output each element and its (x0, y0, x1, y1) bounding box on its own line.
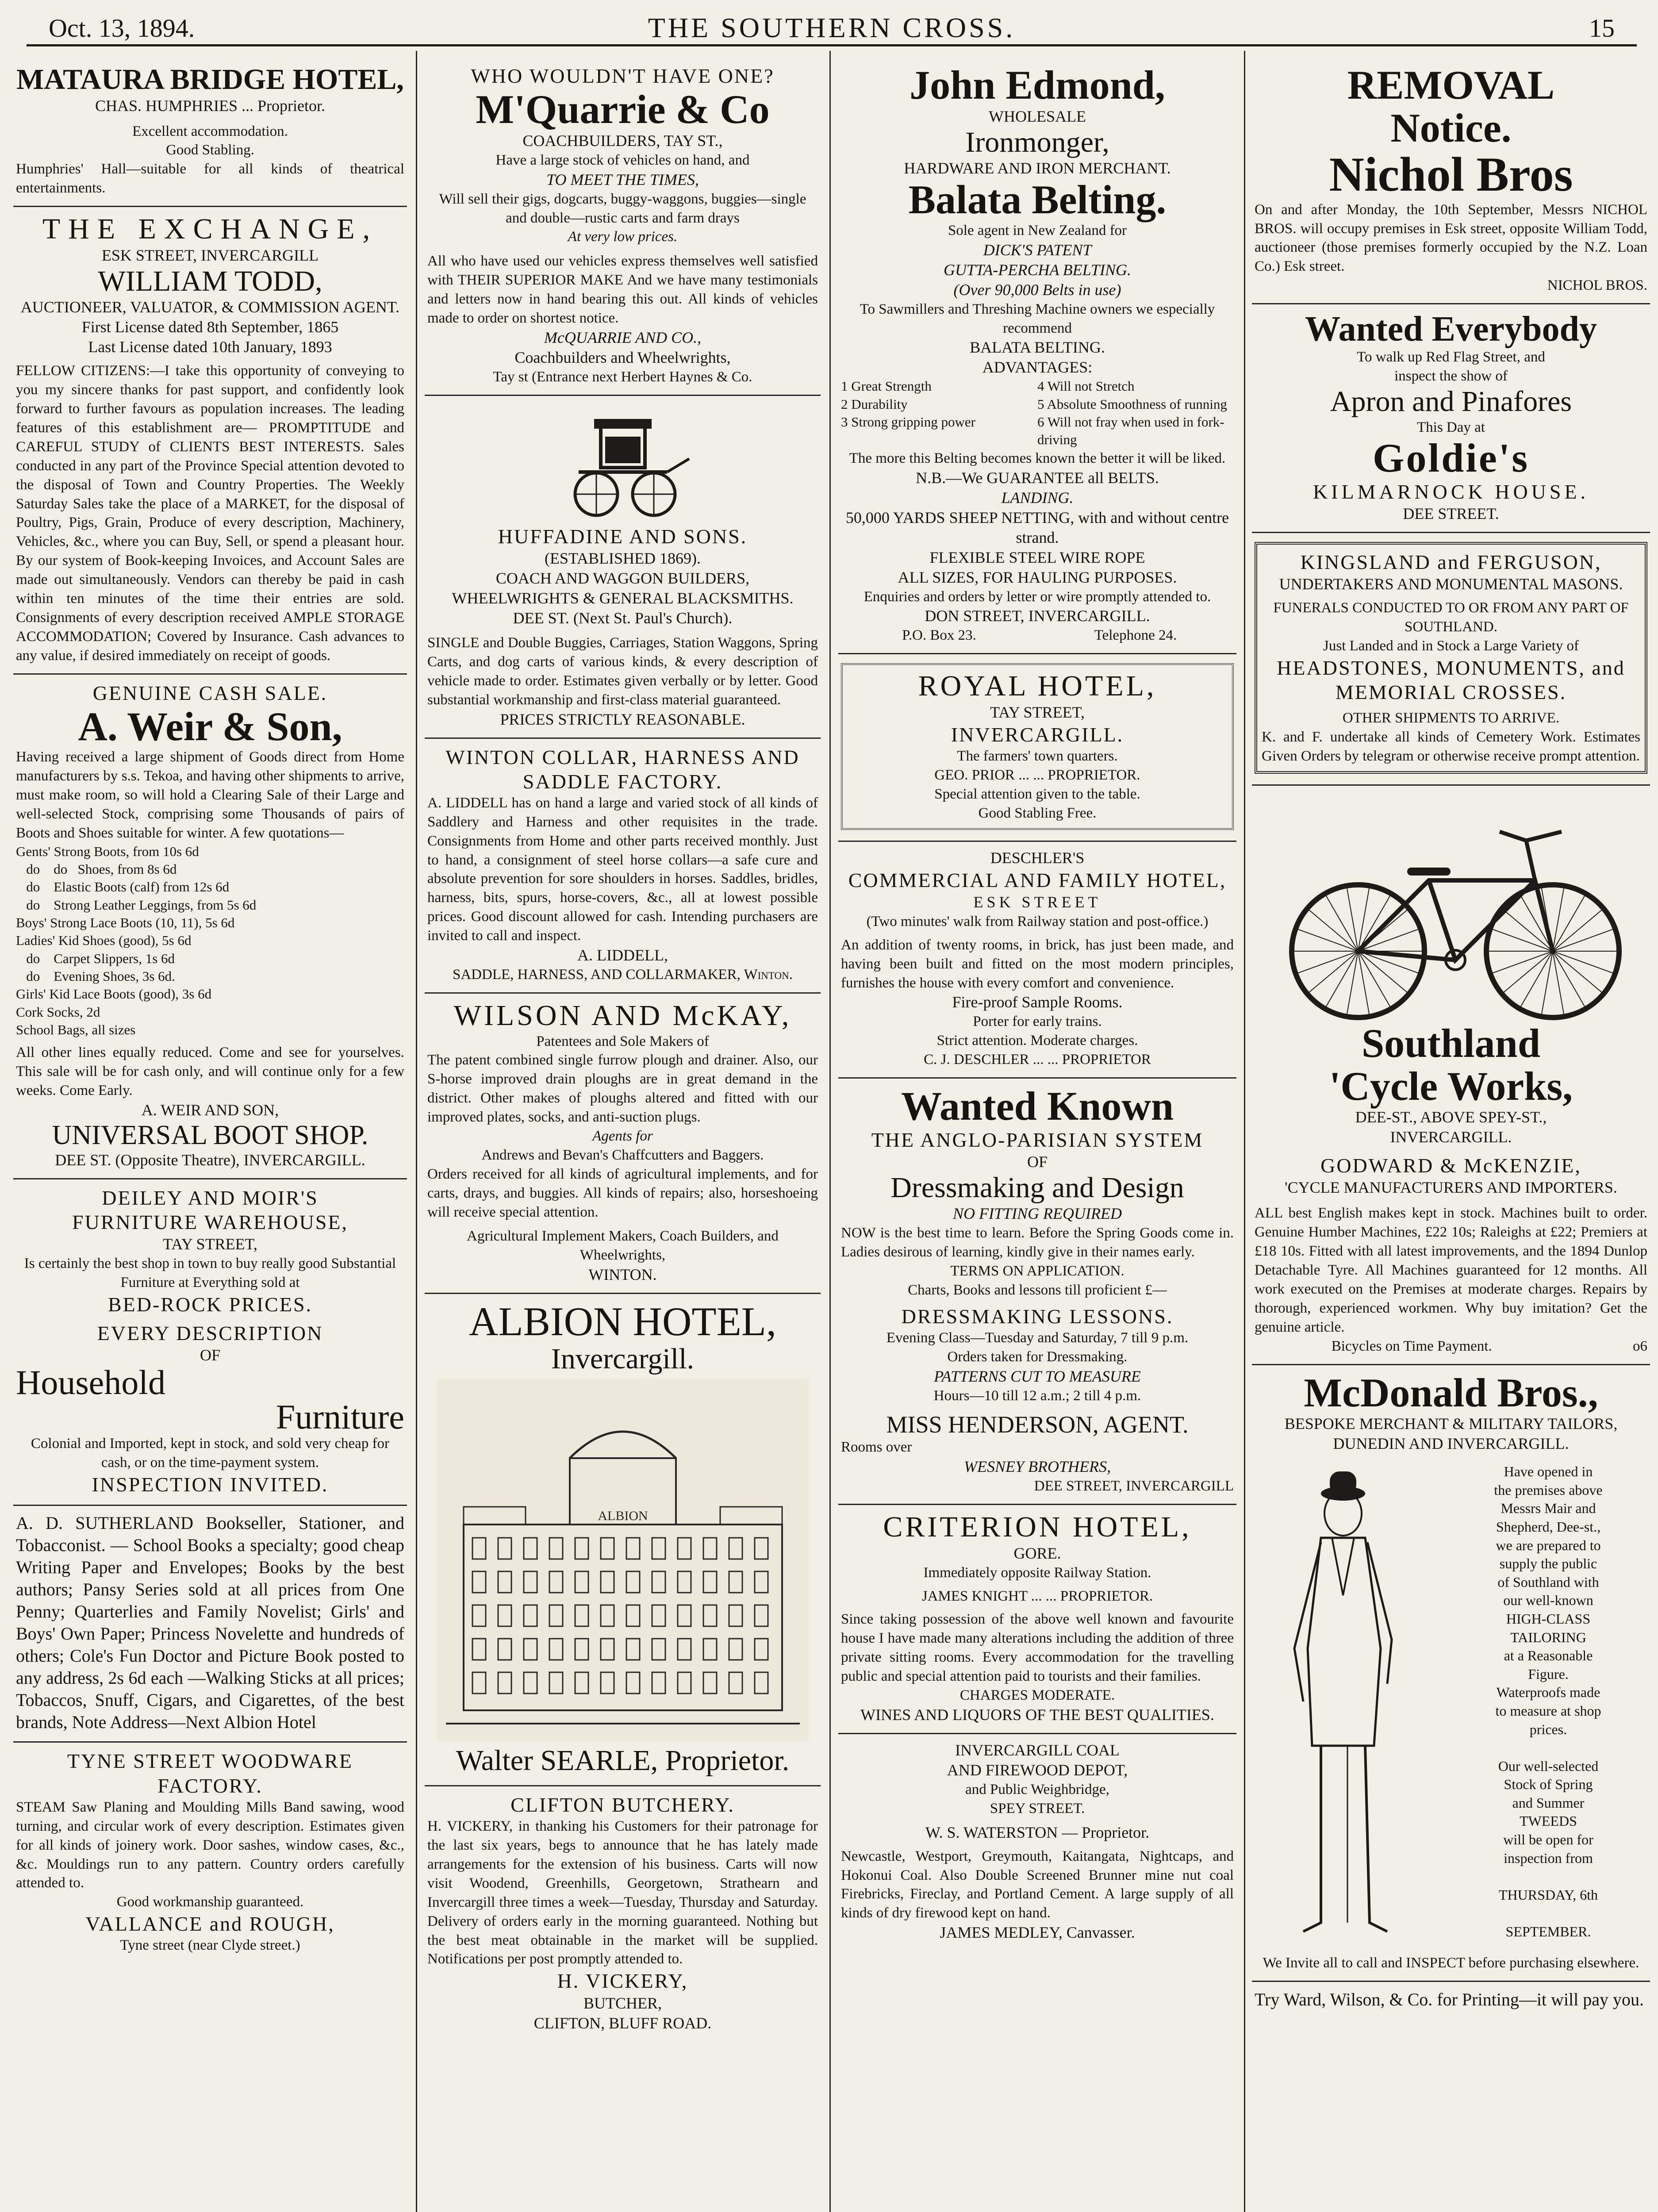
spoke-mark (1553, 951, 1602, 992)
ad-subtitle: COACHBUILDERS, TAY ST., (522, 131, 723, 150)
ad-subtitle: THE ANGLO-PARISIAN SYSTEM (871, 1128, 1204, 1151)
ad-street: TAY STREET, (990, 703, 1085, 721)
advantage-item: 5 Absolute Smoothness of running (1037, 396, 1227, 412)
ad-lessons: DRESSMAKING LESSONS. (901, 1305, 1174, 1328)
ad-line: ADVANTAGES: (982, 358, 1093, 376)
ad-removal-notice (1252, 58, 1650, 304)
tailor-text-line: supply the public (1499, 1555, 1597, 1572)
ad-town: GORE. (1013, 1544, 1061, 1562)
po-box: P.O. Box 23. (902, 627, 976, 644)
kingsland-box (1255, 542, 1647, 774)
ad-body: Is certainly the best shop in town to buy really good Substantial Furniture at Everything sold at (24, 1256, 396, 1291)
ad-line: Excellent accommodation. (132, 123, 288, 139)
ad-heading: GENUINE CASH SALE. (92, 681, 328, 704)
ad-title: McDonald Bros., (1304, 1370, 1598, 1415)
ad-line: Humphries' Hall—suitable for all kinds of theatrical entertainments. (16, 161, 404, 196)
ad-line: N.B.—We GUARANTEE all BELTS. (916, 469, 1159, 487)
payment-line (1255, 1337, 1647, 1356)
column-4 (1252, 58, 1650, 2212)
ad-line: Strict attention. Moderate charges. (936, 1033, 1138, 1049)
spoke-mark (1298, 929, 1358, 952)
ad-line: DICK'S PATENT (983, 241, 1092, 259)
ad-title: THE EXCHANGE, (42, 213, 378, 246)
ad-line: NO FITTING REQUIRED (953, 1205, 1122, 1223)
ad-proprietor: JAMES KNIGHT ... ... PROPRIETOR. (921, 1588, 1153, 1604)
tailor-text-line: the premises above (1494, 1482, 1603, 1498)
ad-signature: McQUARRIE AND CO., (544, 328, 702, 346)
ad-title-2: 'Cycle Works, (1329, 1063, 1573, 1109)
ad-line: Charts, Books and lessons till proficient £— (908, 1282, 1167, 1298)
ad-line: (Two minutes' walk from Railway station and post-office.) (866, 913, 1209, 929)
ad-body: An addition of twenty rooms, in brick, has just been made, and having been built and fitted on the most modern principles, furnishes the house with every comfort and convenience. (841, 937, 1234, 991)
spoke-mark (1298, 951, 1358, 973)
ad-address: DON STREET, INVERCARGILL. (925, 607, 1150, 625)
tailor-text-line: Waterproofs made (1496, 1684, 1600, 1701)
ad-wilson-and-mckay (425, 994, 821, 1294)
ad-house: KILMARNOCK HOUSE. (1313, 480, 1589, 503)
ad-weir-and-son (13, 675, 407, 1179)
ad-line: The more this Belting becomes known the better it will be liked. (849, 450, 1226, 466)
ad-outro: All other lines equally reduced. Come and see for yourselves. This sale will be for cash only, and will continue only for a few weeks. Come Early. (16, 1045, 404, 1098)
ad-address: DEE STREET, INVERCARGILL (1034, 1478, 1234, 1494)
ad-role: AUCTIONEER, VALUATOR, & COMMISSION AGENT. (20, 298, 400, 316)
price-list-item: do do Shoes, from 8s 6d (16, 861, 177, 877)
ad-address: DEE-ST., ABOVE SPEY-ST., (1355, 1108, 1547, 1126)
ad-line: WESNEY BROTHERS, (964, 1458, 1111, 1476)
ad-royal-hotel (838, 654, 1236, 841)
ad-the-exchange (13, 207, 407, 674)
bicycle-illustration (1270, 792, 1632, 1022)
tailor-text-line: Stock of Spring (1504, 1776, 1593, 1793)
ad-line: This Day at (1417, 419, 1485, 435)
ad-line: CHARGES MODERATE. (959, 1687, 1115, 1703)
column-3 (838, 58, 1236, 2212)
ad-winton-collar (425, 739, 821, 994)
ad-title: CRITERION HOTEL, (883, 1511, 1192, 1544)
ad-line: 50,000 YARDS SHEEP NETTING, with and without centre strand. (845, 508, 1229, 546)
ad-southland-cycle-works (1252, 786, 1650, 1365)
ad-prices: PRICES STRICTLY REASONABLE. (500, 710, 745, 728)
ad-ward-wilson-printing (1252, 1982, 1650, 2019)
ad-deschler-hotel (838, 842, 1236, 1079)
ad-balata: Balata Belting. (908, 177, 1167, 223)
ad-line: COACH AND WAGGON BUILDERS, (495, 569, 750, 587)
ad-title: KINGSLAND and FERGUSON, (1300, 551, 1602, 574)
ad-line: Porter for early trains. (973, 1014, 1102, 1030)
tailor-text-line: THURSDAY, 6th (1498, 1886, 1598, 1903)
ad-criterion-hotel (838, 1505, 1236, 1734)
ad-line: Rooms over (841, 1439, 912, 1455)
ad-invite: INSPECTION INVITED. (92, 1473, 329, 1496)
ad-title: Wanted Everybody (1305, 310, 1597, 349)
ad-line: Evening Class—Tuesday and Saturday, 7 till 9 p.m. (886, 1330, 1189, 1346)
ad-role: BUTCHER, (583, 1994, 662, 2012)
ad-agent: MISS HENDERSON, AGENT. (886, 1411, 1189, 1438)
ad-town: INVERCARGILL. (951, 723, 1124, 746)
ad-mcquarrie (425, 58, 821, 396)
ad-signature: NICHOL BROS. (1547, 277, 1647, 294)
ad-line: Special attention given to the table. (934, 786, 1140, 802)
column-rule (416, 51, 417, 2212)
advantage-item: 4 Will not Stretch (1037, 378, 1135, 394)
spoke-mark (1493, 951, 1553, 973)
ad-invite: We Invite all to call and INSPECT before purchasing elsewhere. (1263, 1955, 1639, 1971)
tailor-text-line (1449, 1739, 1647, 1757)
ad-furniture: Furniture (276, 1398, 404, 1436)
ad-funerals: FUNERALS CONDUCTED TO OR FROM ANY PART OF SOUTHLAND. (1273, 600, 1629, 635)
ad-apron: Apron and Pinafores (1330, 385, 1572, 418)
ad-line: and Public Weighbridge, (965, 1781, 1109, 1797)
hotel-engraving (437, 1379, 809, 1741)
spoke-mark (1358, 951, 1407, 992)
ad-huffadine (425, 396, 821, 739)
ad-title: MATAURA BRIDGE HOTEL, (16, 63, 404, 96)
tailor-text-line: prices. (1529, 1721, 1567, 1737)
ad-title: Southland (1361, 1021, 1541, 1066)
ad-proprietor: GEO. PRIOR ... ... PROPRIETOR. (934, 767, 1140, 783)
advantage-item: 6 Will not fray when used in fork-driving (1037, 414, 1224, 448)
ad-line: AND FIREWOOD DEPOT, (947, 1761, 1128, 1779)
ad-line: To Sawmillers and Threshing Machine owners we especially recommend (860, 301, 1215, 336)
ad-line: WINES AND LIQUORS OF THE BEST QUALITIES. (860, 1705, 1214, 1724)
ad-names: GODWARD & McKENZIE, (1320, 1154, 1581, 1177)
ad-address: DEE ST. (Next St. Paul's Church). (513, 609, 733, 627)
ad-prices: BED-ROCK PRICES. (107, 1293, 313, 1316)
ad-clifton-butchery (425, 1786, 821, 2041)
ad-body: STEAM Saw Planing and Moulding Mills Band sawing, wood turning, and circular work of every description. Estimates given for all kinds of joinery work. Door sashes, window cases, &c., &c. Mouldings run to any pattern. Country orders carefully attended to. (16, 1799, 404, 1891)
ad-line: BALATA BELTING. (970, 338, 1105, 357)
price-list-item: do Carpet Slippers, 1s 6d (16, 950, 175, 966)
ad-line: GUTTA-PERCHA BELTING. (944, 261, 1131, 279)
ad-body: SINGLE and Double Buggies, Carriages, Station Waggons, Spring Carts, and dog carts of various kinds, & every description of vehicle made to order. Estimates given verbally or by letter. Good substantial workmanship and first-class material guaranteed. (427, 634, 818, 708)
spoke-mark (1309, 951, 1358, 992)
ad-street: ESK STREET (973, 893, 1101, 911)
tailor-text-line: HIGH-CLASS (1506, 1610, 1591, 1627)
price-list-item: School Bags, all sizes (16, 1022, 136, 1037)
ad-proprietor: C. J. DESCHLER ... ... PROPRIETOR (924, 1052, 1151, 1068)
ad-agents: Agents for (592, 1128, 653, 1144)
tailor-text-line: and Summer (1512, 1794, 1585, 1811)
ad-body: Orders received for all kinds of agricultural implements, and for carts, drays, and buggies. All kinds of repairs; also, horseshoeing will receive special attention. (427, 1166, 818, 1220)
ad-town: INVERCARGILL. (1390, 1128, 1512, 1146)
ad-line: Bicycles on Time Payment. (1331, 1338, 1492, 1354)
ad-line: Immediately opposite Railway Station. (923, 1564, 1151, 1581)
spoke-mark (1553, 951, 1613, 973)
tailor-text-line: our well-known (1503, 1592, 1593, 1609)
ad-title: ROYAL HOTEL, (918, 670, 1157, 703)
tailor-text-line: of Southland with (1497, 1574, 1599, 1590)
spoke-mark (1309, 910, 1358, 951)
ad-john-edmond (838, 58, 1236, 654)
ad-dressmaking: Dressmaking and Design (890, 1171, 1184, 1204)
advantage-item: 1 Great Strength (841, 378, 932, 394)
ad-proprietor: Walter SEARLE, Proprietor. (456, 1744, 790, 1777)
ad-line: Orders taken for Dressmaking. (947, 1349, 1128, 1365)
ad-line: Enquiries and orders by letter or wire promptly attended to. (864, 588, 1211, 605)
ad-line: Just Landed and in Stock a Large Variety of (1323, 638, 1579, 654)
ad-sutherland (13, 1506, 407, 1743)
hotel-sign: ALBION (597, 1509, 648, 1524)
ad-name: HUFFADINE AND SONS. (498, 525, 748, 548)
ad-heading: WHO WOULDN'T HAVE ONE? (471, 65, 775, 87)
advantage-item: 3 Strong gripping power (841, 414, 975, 430)
advantages-list (841, 377, 1234, 449)
ad-invercargill-coal (838, 1734, 1236, 1951)
tailor-text-line: SEPTEMBER. (1505, 1924, 1591, 1940)
telephone: Telephone 24. (1094, 627, 1177, 644)
ad-title: TYNE STREET WOODWARE FACTORY. (67, 1750, 353, 1797)
ad-stones: HEADSTONES, MONUMENTS, and MEMORIAL CROSSES. (1277, 657, 1625, 704)
price-list-item: do Evening Shoes, 3s 6d. (16, 968, 175, 984)
tailor-text-line: at a Reasonable (1504, 1647, 1593, 1664)
paper-title: THE SOUTHERN CROSS. (648, 12, 1016, 43)
column-2 (425, 58, 821, 2212)
ad-license: First License dated 8th September, 1865 (81, 318, 339, 336)
ad-address: CLIFTON, BLUFF ROAD. (533, 2014, 712, 2032)
ad-agents-names: Andrews and Bevan's Chaffcutters and Baggers. (481, 1147, 764, 1163)
column-1 (13, 58, 407, 2212)
ad-line: PATTERNS CUT TO MEASURE (934, 1367, 1141, 1385)
price-list-item: Boys' Strong Lace Boots (10, 11), 5s 6d (16, 915, 235, 931)
ad-established: (ESTABLISHED 1869). (544, 549, 701, 567)
tailor-text-line: Our well-selected (1498, 1758, 1599, 1774)
ad-line: Have a large stock of vehicles on hand, and (495, 152, 750, 168)
ad-line: Sole agent in New Zealand for (948, 222, 1127, 238)
ad-line: WHEELWRIGHTS & GENERAL BLACKSMITHS. (452, 589, 794, 607)
ad-line: OTHER SHIPMENTS TO ARRIVE. (1342, 710, 1560, 726)
price-list-item: do Strong Leather Leggings, from 5s 6d (16, 897, 257, 913)
ad-line: Will sell their gigs, dogcarts, buggy-waggons, buggies—single and double—rustic carts and farm drays (439, 191, 806, 226)
ad-name: Nichol Bros (1329, 147, 1573, 202)
ad-proprietor: CHAS. HUMPHRIES ... Proprietor. (95, 96, 326, 115)
ad-street: DEE STREET. (1403, 505, 1499, 523)
ad-albion-hotel (425, 1294, 821, 1786)
spoke-mark (1553, 929, 1613, 952)
spoke-mark (1493, 929, 1553, 952)
gentleman-illustration (1255, 1463, 1449, 1949)
ad-title: M'Quarrie & Co (476, 87, 770, 132)
ad-line: 'CYCLE MANUFACTURERS AND IMPORTERS. (1285, 1179, 1617, 1197)
ad-line: HARDWARE AND IRON MERCHANT. (904, 159, 1171, 177)
price-list-item: do Elastic Boots (calf) from 12s 6d (16, 879, 230, 895)
ad-title: COMMERCIAL AND FAMILY HOTEL, (848, 868, 1227, 891)
ad-street: TAY STREET, (163, 1235, 257, 1253)
tailor-text-line: Messrs Mair and (1501, 1500, 1596, 1517)
ad-address: Tay st (Entrance next Herbert Haynes & Co. (493, 369, 752, 385)
ad-title: ALBION HOTEL, (469, 1299, 776, 1344)
ad-signature: A. LIDDELL, (577, 946, 668, 964)
ad-town: DUNEDIN AND INVERCARGILL. (1333, 1435, 1569, 1453)
ad-line: FLEXIBLE STEEL WIRE ROPE (929, 548, 1145, 566)
ad-license: Last License dated 10th January, 1893 (88, 338, 332, 356)
contact-line (841, 626, 1234, 645)
tailor-text-line: Have opened in (1504, 1463, 1593, 1480)
price-list-item: Cork Socks, 2d (16, 1004, 100, 1020)
ad-body: NOW is the best time to learn. Before the Spring Goods come in. Ladies desirous of learning, kindly give in their names early. (841, 1225, 1234, 1260)
ad-goldies (1252, 304, 1650, 533)
ad-subtitle: Patentees and Sole Makers of (536, 1033, 709, 1049)
ad-body: Since taking possession of the above well known and favourite house I have made many alterations including the addition of three private sitting rooms. Every accommodation for the travelling public and special attention paid to tourists and their families. (841, 1611, 1234, 1685)
ad-line: SPEY STREET. (990, 1800, 1085, 1816)
ad-signature: Coachbuilders and Wheelwrights, (514, 348, 731, 366)
ad-of: OF (200, 1346, 221, 1364)
ad-signature: A. WEIR AND SON, (141, 1101, 279, 1119)
ad-subtitle: BESPOKE MERCHANT & MILITARY TAILORS, (1284, 1415, 1618, 1433)
ad-address: DEE ST. (Opposite Theatre), INVERCARGILL. (55, 1151, 365, 1169)
ad-line: inspect the show of (1394, 368, 1508, 384)
tailor-text-line: TAILORING (1510, 1629, 1586, 1645)
ad-title: WINTON COLLAR, HARNESS AND SADDLE FACTORY. (445, 745, 800, 793)
tailor-section (1255, 1463, 1647, 1949)
ad-line: Hours—10 till 12 a.m.; 2 till 4 p.m. (933, 1387, 1141, 1404)
ad-shop-name: UNIVERSAL BOOT SHOP. (52, 1120, 368, 1150)
ad-mcdonald-bros (1252, 1365, 1650, 1982)
ad-title: A. Weir & Son, (78, 703, 342, 749)
ad-body: The patent combined single furrow plough and drainer. Also, our S-horse improved drain ploughs are in great demand in the district. Other makes of ploughs altered and fitted with our improved plates, socks, and anti-suction plugs. (427, 1052, 818, 1125)
ad-tail: Colonial and Imported, kept in stock, and sold very cheap for cash, or on the time-payment system. (31, 1436, 390, 1471)
ad-mataura-bridge-hotel (13, 58, 407, 207)
ad-kingsland-ferguson (1252, 533, 1650, 786)
ad-line: TO MEET THE TIMES, (546, 170, 699, 188)
ad-town: Invercargill. (551, 1342, 695, 1375)
ad-notice: Notice. (1390, 105, 1512, 150)
price-list (16, 843, 404, 1039)
ad-subtitle: UNDERTAKERS AND MONUMENTAL MASONS. (1279, 575, 1623, 593)
advantage-item: 2 Durability (841, 396, 908, 412)
ad-tail: Agricultural Implement Makers, Coach Builders, and Wheelwrights, (467, 1228, 779, 1263)
tailor-text-line (1449, 1904, 1647, 1923)
ad-signature: H. VICKERY, (557, 1970, 688, 1993)
ad-body: Try Ward, Wilson, & Co. for Printing—it will pay you. (1255, 1989, 1644, 2010)
tailor-text-line: TWEEDS (1520, 1813, 1577, 1829)
ad-street: ESK STREET, INVERCARGILL (101, 246, 319, 264)
ad-every: EVERY DESCRIPTION (97, 1322, 323, 1345)
tailor-text-line: Shepherd, Dee-st., (1496, 1518, 1601, 1535)
tailor-text-line (1449, 1867, 1647, 1886)
ad-title: WILSON AND McKAY, (453, 999, 792, 1032)
spoke-mark (1504, 951, 1553, 992)
ad-line: Good workmanship guaranteed. (116, 1894, 304, 1910)
advantages-right (1037, 377, 1234, 449)
price-list-item: Girls' Kid Lace Boots (good), 3s 6d (16, 986, 212, 1002)
ad-title: INVERCARGILL COAL (955, 1741, 1120, 1759)
ad-body: ALL best English makes kept in stock. Machines built to order. Genuine Humber Machines, £22 10s; Raleighs at £22; Premiers at £18 10s. Fitted with all latest improvements, and the 1894 Dunlop Detachable Tyre. All Machines guaranteed for 12 months. All work executed on the Premises at moderate charges. Repairs by thorough, experienced workmen. Why buy imitation? Get the genuine article. (1255, 1205, 1647, 1335)
ad-proprietor: W. S. WATERSTON — Proprietor. (925, 1823, 1150, 1841)
ad-body: K. and F. undertake all kinds of Cemetery Work. Estimates Given Orders by telegram or otherwise receive prompt attention. (1262, 729, 1640, 764)
ad-line: The farmers' town quarters. (957, 748, 1118, 764)
ad-title: Wanted Known (901, 1083, 1174, 1129)
royal-hotel-box (841, 663, 1234, 830)
ad-signature: VALLANCE and ROUGH, (85, 1912, 335, 1936)
page-number: 15 (1589, 14, 1615, 42)
ad-code: o6 (1633, 1338, 1647, 1354)
ad-ironmonger: Ironmonger, (965, 126, 1109, 158)
ad-body: Newcastle, Westport, Greymouth, Kaitangata, Nightcaps, and Hokonui Coal. Also Double Screened Brunner mine nut coal Firebricks, Fireclay, and Portland Cement. A large supply of all kinds of dry firewood kept on hand. (841, 1848, 1234, 1921)
ad-title: John Edmond, (910, 62, 1165, 108)
ad-tyne-street-woodware (13, 1743, 407, 1963)
tailor-text-line: will be open for (1503, 1832, 1593, 1848)
column-rule (1244, 51, 1245, 2212)
ad-name: WILLIAM TODD, (98, 265, 322, 297)
ad-title: DEILEY AND MOIR'S (102, 1186, 319, 1209)
ad-name: Goldie's (1372, 435, 1530, 481)
ad-line: Fire-proof Sample Rooms. (952, 993, 1123, 1011)
advantages-left (841, 377, 1037, 449)
ad-heading: DESCHLER'S (990, 849, 1085, 867)
ad-town: WINTON. (588, 1266, 657, 1284)
tailor-text-line: Figure. (1528, 1666, 1569, 1682)
ad-body: On and after Monday, the 10th September, Messrs NICHOL BROS. will occupy premises in Esk street, opposite William Todd, auctioneer (those premises formerly occupied by the N.Z. Loan Co.) Esk street. (1255, 201, 1647, 275)
ad-line: (Over 90,000 Belts in use) (953, 280, 1121, 299)
masthead (27, 9, 1637, 46)
ad-body: A. LIDDELL has on hand a large and varied stock of all kinds of Saddlery and Harness and other requisites in the trade. Consignments from Home and other parts received monthly. Just to hand, a consignment of steel horse collars—a safe cure and absolute prevention for sore shoulders in horses. Saddles, bridles, harness, bits, spurs, horse-covers, &c., all at lowest possible prices. Good discount allowed for cash. Intending purchasers are invited to call and inspect. (427, 795, 818, 944)
tailor-text-line: inspection from (1504, 1850, 1593, 1866)
ad-line: ALL SIZES, FOR HAULING PURPOSES. (898, 568, 1177, 586)
ad-role: SADDLE, HARNESS, AND COLLARMAKER, Winton. (452, 967, 793, 983)
column-rule (829, 51, 831, 2212)
ad-body: A. D. SUTHERLAND Bookseller, Stationer, and Tobacconist. — School Books a specialty; good cheap Writing Paper and Envelopes; Books by the best authors; Pansy Series sold at all prices from One Penny; Quarterlies and Family Novelist; Girls' and Boys' Own Paper; Princess Novelette and hundreds of others; Cole's Fun Doctor and Picture Book posted to any address, 2s 6d each —Walking Sticks at all prices; Tobaccos, Snuff, Cigars, and Cigarettes, of the best brands, Note Address—Next Albion Hotel (16, 1513, 404, 1732)
ad-household: Household (16, 1363, 165, 1402)
tailor-text (1449, 1463, 1647, 1949)
tailor-text-line: we are prepared to (1496, 1537, 1601, 1553)
ad-title: REMOVAL (1347, 62, 1555, 108)
ad-terms: TERMS ON APPLICATION. (950, 1263, 1125, 1279)
ad-line: Good Stabling Free. (978, 805, 1097, 821)
ad-wanted-known (838, 1079, 1236, 1505)
ad-body: FELLOW CITIZENS:—I take this opportunity of conveying to you my sincere thanks for past support, and confidently look forward to further favours as population increases. The leading features of this establishment are— PROMPTITUDE and CAREFUL STUDY of CLIENTS BEST INTERESTS. Sales conducted in any part of the Province Special attention devoted to the disposal of Town and Country Properties. The Weekly Saturday Sales take the place of a MARKET, for the disposal of Poultry, Pigs, Grain, Produce of every description, Machinery, Vehicles, &c., where you can Buy, Sell, or spend a pleasant hour. By our system of Book-keeping Invoices, and Account Sales are made out simultaneously. Vendors can thereby be paid in cash within ten minutes of the time their entries are sold. Consignments of every description received AMPLE STORAGE ACCOMMODATION; Covered by Insurance. Cash advances to any value, if desired immediately on receipt of goods. (16, 363, 404, 664)
ad-address: Tyne street (near Clyde street.) (120, 1937, 300, 1954)
ad-line: To walk up Red Flag Street, and (1357, 349, 1545, 365)
ad-deiley-and-moir (13, 1179, 407, 1506)
ad-body: All who have used our vehicles express themselves well satisfied with THEIR SUPERIOR MAKE And we have many testimonials and letters now in hand bearing this out. All kinds of vehicles made to order on shortest notice. (427, 253, 818, 326)
ad-intro: Having received a large shipment of Goods direct from Home manufacturers by s.s. Tekoa, and having other shipments to arrive, must make room, so will hold a Clearing Sale of their Large and well-selected Stock, comprising some Thousands of pairs of Boots and Shoes suitable for winter. A few quotations— (16, 749, 404, 841)
ad-of: OF (1027, 1152, 1048, 1171)
issue-date: Oct. 13, 1894. (49, 14, 195, 42)
ad-line: WHOLESALE (989, 107, 1086, 125)
price-list-item: Ladies' Kid Shoes (good), 5s 6d (16, 933, 192, 949)
tailor-text-line: to measure at shop (1495, 1702, 1601, 1719)
ad-signature: JAMES MEDLEY, Canvasser. (940, 1924, 1135, 1942)
ad-line: Good Stabling. (166, 142, 254, 158)
ad-title: CLIFTON BUTCHERY. (510, 1793, 735, 1816)
ad-subtitle: FURNITURE WAREHOUSE, (72, 1211, 348, 1234)
ad-line: At very low prices. (568, 229, 678, 245)
spoke-mark (1553, 910, 1602, 951)
ad-body: H. VICKERY, in thanking his Customers for their patronage for the last six years, begs to announce that he has lately made arrangements for the extension of his business. Carts will now visit Woodend, Greenhills, Georgetown, Strathearn and Invercargill three times a week—Tuesday, Thursday and Saturday. Delivery of orders early in the morning guaranteed. Nothing but the best meat obtainable in the market will be supplied. Notifications per post promptly attended to. (427, 1818, 818, 1967)
price-list-item: Gents' Strong Boots, from 10s 6d (16, 843, 199, 859)
ad-line: LANDING. (1001, 488, 1074, 507)
buggy-illustration (552, 406, 694, 521)
